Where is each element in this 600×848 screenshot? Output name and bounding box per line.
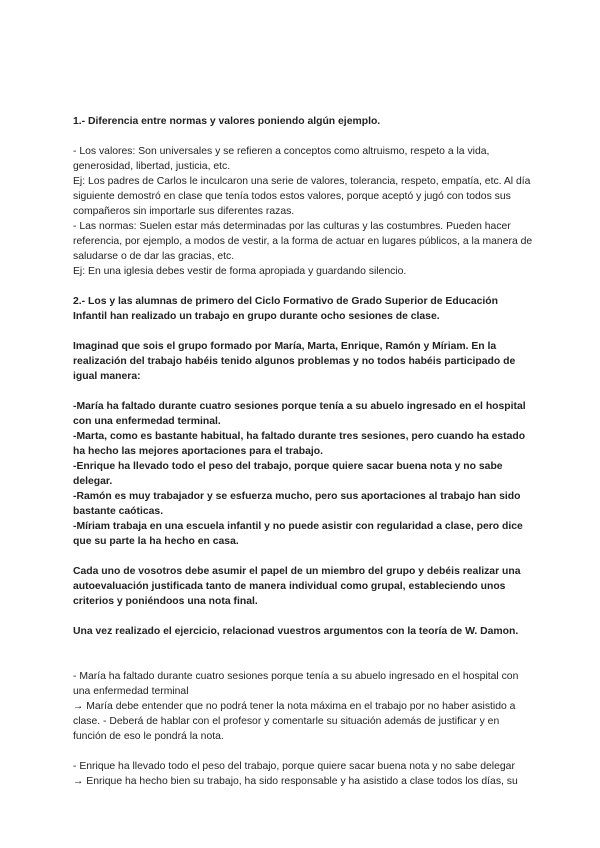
question-2-instruction: Cada uno de vosotros debe asumir el papel de un miembro del grupo y debéis realizar una autoevaluación justificada tanto de manera individual como grupal, estableciendo unos criterios y poniéndoos una nota final.: [73, 566, 521, 607]
question-2-relate: Una vez realizado el ejercicio, relacionad vuestros argumentos con la teoría de W. Damon.: [73, 626, 519, 637]
answer-enrique-case: - Enrique ha llevado todo el peso del trabajo, porque quiere sacar buena nota y no sabe delegar: [73, 761, 515, 772]
normas-definition: - Las normas: Suelen estar más determinadas por las culturas y las costumbres. Pueden hacer referencia, por ejemplo, a modos de vestir, a la forma de actuar en lugares públicos, a la manera de saludarse o de dar las gracias, etc.: [73, 221, 533, 262]
answer-enrique-response: → Enrique ha hecho bien su trabajo, ha sido responsable y ha asistido a clase todos los días, su: [73, 776, 518, 787]
case-item-miriam: -Míriam trabaja en una escuela infantil y no puede asistir con regularidad a clase, pero dice que su parte la ha hecho en casa.: [73, 521, 523, 547]
valores-example: Ej: Los padres de Carlos le inculcaron una serie de valores, tolerancia, respeto, empatía, etc. Al día siguiente demostró en clase que tenía todos estos valores, porque aceptó y jugó con todos sus compañeros sin importarle sus diferentes razas.: [73, 176, 531, 217]
case-item-enrique: -Enrique ha llevado todo el peso del trabajo, porque quiere sacar buena nota y no sabe delegar.: [73, 461, 503, 487]
case-item-ramon: -Ramón es muy trabajador y se esfuerza mucho, pero sus aportaciones al trabajo han sido bastante caóticas.: [73, 491, 521, 517]
valores-definition: - Los valores: Son universales y se refieren a conceptos como altruismo, respeto a la vida, generosidad, libertad, justicia, etc.: [73, 146, 490, 172]
answer-maria-case: - María ha faltado durante cuatro sesiones porque tenía a su abuelo ingresado en el hospital con una enfermedad terminal: [73, 671, 519, 697]
case-item-maria: -María ha faltado durante cuatro sesiones porque tenía a su abuelo ingresado en el hospital con una enfermedad terminal.: [73, 401, 526, 427]
normas-example: Ej: En una iglesia debes vestir de forma apropiada y guardando silencio.: [73, 266, 407, 277]
case-item-marta: -Marta, como es bastante habitual, ha faltado durante tres sesiones, pero cuando ha estado ha hecho las mejores aportaciones para el trabajo.: [73, 431, 526, 457]
question-2-intro: Imaginad que sois el grupo formado por María, Marta, Enrique, Ramón y Míriam. En la realización del trabajo habéis tenido algunos problemas y no todos habéis participado de igual manera:: [73, 341, 516, 382]
answer-maria-response: → María debe entender que no podrá tener la nota máxima en el trabajo por no haber asistido a clase. - Deberá de hablar con el profesor y comentarle su situación además de justificar y en función de eso le pondrá la nota.: [73, 701, 516, 742]
document-content: [73, 114, 533, 789]
question-2-title: 2.- Los y las alumnas de primero del Ciclo Formativo de Grado Superior de Educación Infantil han realizado un trabajo en grupo durante ocho sesiones de clase.: [73, 296, 498, 322]
question-1-title: 1.- Diferencia entre normas y valores poniendo algún ejemplo.: [73, 116, 381, 127]
